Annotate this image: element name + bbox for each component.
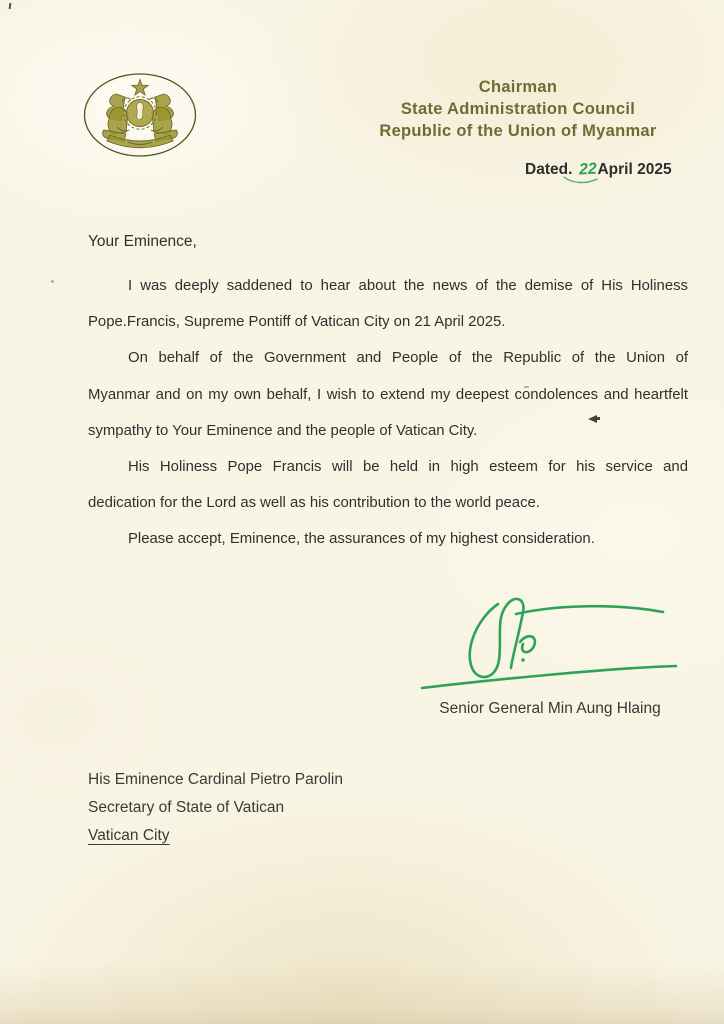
- letterhead-organization: State Administration Council: [400, 100, 636, 118]
- date-month-year: April 2025: [597, 161, 672, 178]
- body-line: Please accept, Eminence, the assurances of my highest consideration.: [128, 531, 595, 548]
- handwritten-signature: [420, 596, 680, 696]
- recipient-city: Vatican City: [88, 827, 170, 844]
- body-line: His Holiness Pope Francis will be held in high esteem for his service and: [128, 459, 688, 476]
- recipient-name: His Eminence Cardinal Pietro Parolin: [88, 771, 344, 788]
- recipient-address: [88, 766, 343, 850]
- letterhead-title: Chairman: [478, 78, 558, 96]
- letterhead: [373, 76, 663, 142]
- body-line: dedication for the Lord as well as his contribution to the world peace.: [88, 495, 540, 512]
- recipient-title: Secretary of State of Vatican: [88, 799, 285, 816]
- body-line: On behalf of the Government and People of the Republic of the Union of: [128, 350, 688, 367]
- body-line: Myanmar and on my own behalf, I wish to extend my deepest condolences and heartfelt: [88, 386, 688, 403]
- letterhead-country: Republic of the Union of Myanmar: [379, 122, 657, 140]
- body-line: sympathy to Your Eminence and the people of Vatican City.: [88, 422, 478, 439]
- scan-speck: [51, 280, 54, 283]
- signer-name: Senior General Min Aung Hlaing: [439, 700, 661, 717]
- letter-body: [88, 268, 688, 558]
- body-line: Pope.Francis, Supreme Pontiff of Vatican City on 21 April 2025.: [88, 314, 506, 331]
- body-line: I was deeply saddened to hear about the news of the demise of His Holiness: [128, 278, 688, 294]
- handwritten-day: 22: [578, 160, 597, 179]
- date-label: Dated.: [525, 161, 573, 178]
- handwritten-ink-tail: [563, 176, 599, 186]
- scan-shadow: [0, 962, 724, 1024]
- scan-speck: [9, 3, 12, 9]
- salutation: Your Eminence,: [88, 233, 197, 250]
- myanmar-state-seal-icon: [82, 72, 198, 158]
